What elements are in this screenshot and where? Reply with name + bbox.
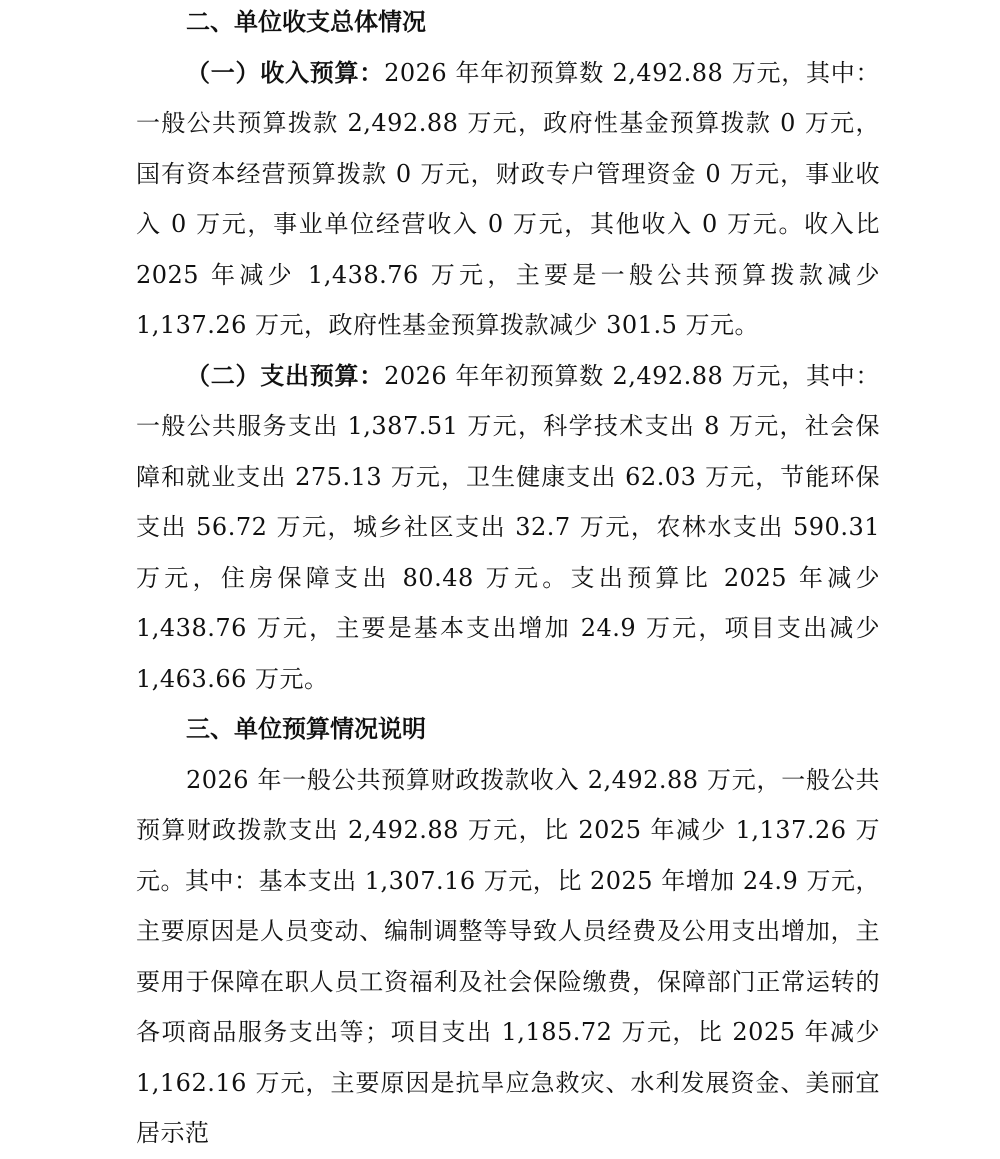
income-budget-paragraph [136, 48, 880, 351]
section-heading-overview: 二、单位收支总体情况 [186, 7, 426, 36]
expense-budget-label: （二）支出预算： [186, 360, 385, 390]
expense-budget-text: 2026 年年初预算数 2,492.88 万元，其中：一般公共服务支出 1,387.51 万元，科学技术支出 8 万元，社会保障和就业支出 275.13 万元，卫生健康支出 62.03 万元，节能环保支出 56.72 万元，城乡社区支出 32.7 万元，农林水支出 590.31 万元，住房保障支出 80.48 万元。支出预算比 2025 年减少 1,438.76 万元，主要是基本支出增加 24.9 万元，项目支出减少 1,463.66 万元。 [136, 361, 881, 693]
expense-budget-paragraph [136, 351, 880, 705]
income-budget-label: （一）收入预算： [186, 57, 385, 87]
document-page [136, 0, 880, 1159]
section-heading-budget-explanation: 三、单位预算情况说明 [186, 714, 426, 743]
budget-explanation-paragraph: 2026 年一般公共预算财政拨款收入 2,492.88 万元，一般公共预算财政拨款支出 2,492.88 万元，比 2025 年减少 1,137.26 万元。其中：基本支出 1,307.16 万元，比 2025 年增加 24.9 万元，主要原因是人员变动、编制调整等导致人员经费及公用支出增加，主要用于保障在职人员工资福利及社会保险缴费，保障部门正常运转的各项商品服务支出等；项目支出 1,185.72 万元，比 2025 年减少 1,162.16 万元，主要原因是抗旱应急救灾、水利发展资金、美丽宜居示范 [136, 765, 880, 1147]
income-budget-text: 2026 年年初预算数 2,492.88 万元，其中：一般公共预算拨款 2,492.88 万元，政府性基金预算拨款 0 万元，国有资本经营预算拨款 0 万元，财政专户管理资金 0 万元，事业收入 0 万元，事业单位经营收入 0 万元，其他收入 0 万元。收入比 2025 年减少 1,438.76 万元，主要是一般公共预算拨款减少 1,137.26 万元，政府性基金预算拨款减少 301.5 万元。 [136, 58, 881, 339]
